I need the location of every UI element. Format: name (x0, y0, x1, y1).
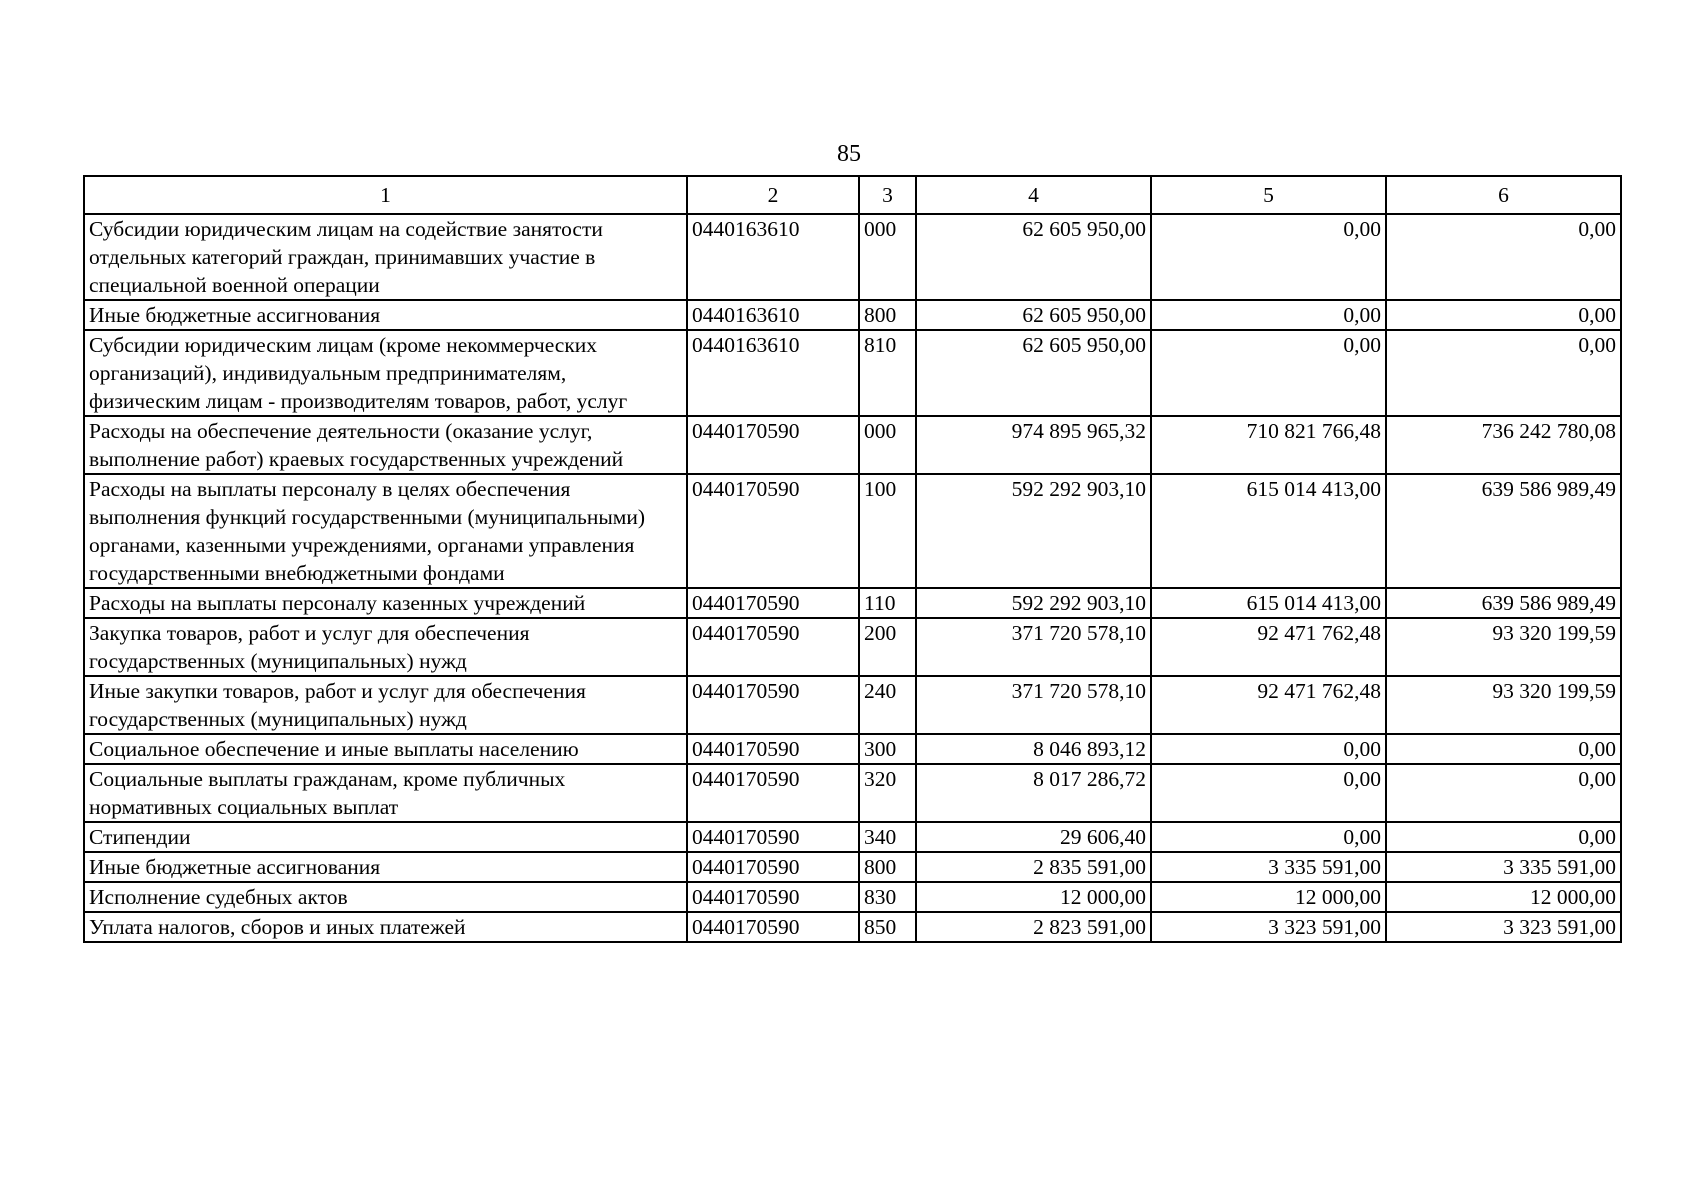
row-amount-year1: 62 605 950,00 (916, 214, 1151, 300)
row-name: Уплата налогов, сборов и иных платежей (84, 912, 687, 942)
row-amount-year2: 615 014 413,00 (1151, 588, 1386, 618)
row-amount-year3: 0,00 (1386, 764, 1621, 822)
row-name: Иные бюджетные ассигнования (84, 300, 687, 330)
header-col-6: 6 (1386, 176, 1621, 214)
row-expense-type-code: 850 (859, 912, 916, 942)
budget-table (83, 175, 1622, 943)
row-target-code: 0440170590 (687, 734, 859, 764)
header-col-3: 3 (859, 176, 916, 214)
row-amount-year1: 12 000,00 (916, 882, 1151, 912)
row-amount-year3: 639 586 989,49 (1386, 588, 1621, 618)
row-name: Социальные выплаты гражданам, кроме публичных нормативных социальных выплат (84, 764, 687, 822)
table-row (84, 852, 1621, 882)
row-amount-year3: 0,00 (1386, 822, 1621, 852)
row-name: Расходы на обеспечение деятельности (оказание услуг, выполнение работ) краевых государственных учреждений (84, 416, 687, 474)
row-amount-year2: 0,00 (1151, 300, 1386, 330)
row-target-code: 0440163610 (687, 214, 859, 300)
row-amount-year2: 0,00 (1151, 214, 1386, 300)
header-col-2: 2 (687, 176, 859, 214)
row-expense-type-code: 830 (859, 882, 916, 912)
row-amount-year1: 62 605 950,00 (916, 300, 1151, 330)
row-target-code: 0440170590 (687, 416, 859, 474)
table-row (84, 764, 1621, 822)
row-expense-type-code: 000 (859, 214, 916, 300)
row-amount-year1: 29 606,40 (916, 822, 1151, 852)
row-amount-year2: 92 471 762,48 (1151, 618, 1386, 676)
row-amount-year3: 639 586 989,49 (1386, 474, 1621, 588)
row-amount-year2: 615 014 413,00 (1151, 474, 1386, 588)
table-row (84, 882, 1621, 912)
row-target-code: 0440170590 (687, 852, 859, 882)
row-amount-year2: 0,00 (1151, 822, 1386, 852)
table-row (84, 676, 1621, 734)
row-expense-type-code: 100 (859, 474, 916, 588)
row-amount-year3: 93 320 199,59 (1386, 676, 1621, 734)
row-name: Расходы на выплаты персоналу казенных учреждений (84, 588, 687, 618)
row-name: Закупка товаров, работ и услуг для обеспечения государственных (муниципальных) нужд (84, 618, 687, 676)
table-row (84, 214, 1621, 300)
row-amount-year2: 3 323 591,00 (1151, 912, 1386, 942)
header-col-4: 4 (916, 176, 1151, 214)
row-amount-year1: 974 895 965,32 (916, 416, 1151, 474)
row-amount-year3: 12 000,00 (1386, 882, 1621, 912)
row-amount-year2: 3 335 591,00 (1151, 852, 1386, 882)
row-expense-type-code: 000 (859, 416, 916, 474)
table-row (84, 734, 1621, 764)
row-expense-type-code: 800 (859, 852, 916, 882)
row-name: Субсидии юридическим лицам (кроме некоммерческих организаций), индивидуальным предпринимателям, физическим лицам - производителям товаров, работ, услуг (84, 330, 687, 416)
row-amount-year2: 0,00 (1151, 330, 1386, 416)
row-target-code: 0440170590 (687, 764, 859, 822)
row-name: Субсидии юридическим лицам на содействие занятости отдельных категорий граждан, принимавших участие в специальной военной операции (84, 214, 687, 300)
table-row (84, 330, 1621, 416)
row-target-code: 0440163610 (687, 300, 859, 330)
table-row (84, 416, 1621, 474)
row-amount-year1: 2 835 591,00 (916, 852, 1151, 882)
row-amount-year1: 8 046 893,12 (916, 734, 1151, 764)
row-expense-type-code: 200 (859, 618, 916, 676)
row-expense-type-code: 240 (859, 676, 916, 734)
table-row (84, 618, 1621, 676)
row-target-code: 0440170590 (687, 588, 859, 618)
row-expense-type-code: 810 (859, 330, 916, 416)
row-target-code: 0440170590 (687, 676, 859, 734)
row-amount-year1: 62 605 950,00 (916, 330, 1151, 416)
row-target-code: 0440170590 (687, 882, 859, 912)
row-target-code: 0440170590 (687, 912, 859, 942)
row-amount-year2: 0,00 (1151, 764, 1386, 822)
table-row (84, 822, 1621, 852)
row-amount-year2: 12 000,00 (1151, 882, 1386, 912)
page-number: 85 (837, 141, 861, 167)
row-amount-year1: 592 292 903,10 (916, 474, 1151, 588)
row-expense-type-code: 110 (859, 588, 916, 618)
row-amount-year3: 0,00 (1386, 330, 1621, 416)
table-row (84, 300, 1621, 330)
row-amount-year3: 3 323 591,00 (1386, 912, 1621, 942)
row-expense-type-code: 320 (859, 764, 916, 822)
row-amount-year3: 3 335 591,00 (1386, 852, 1621, 882)
row-amount-year3: 0,00 (1386, 734, 1621, 764)
row-target-code: 0440170590 (687, 822, 859, 852)
row-name: Расходы на выплаты персоналу в целях обеспечения выполнения функций государственными (муниципальными) органами, казенными учреждениями, органами управления государственными внебюджетными фондами (84, 474, 687, 588)
row-amount-year2: 92 471 762,48 (1151, 676, 1386, 734)
header-row (84, 176, 1621, 214)
row-name: Социальное обеспечение и иные выплаты населению (84, 734, 687, 764)
row-amount-year2: 0,00 (1151, 734, 1386, 764)
row-expense-type-code: 300 (859, 734, 916, 764)
row-target-code: 0440163610 (687, 330, 859, 416)
row-amount-year3: 93 320 199,59 (1386, 618, 1621, 676)
header-col-1: 1 (84, 176, 687, 214)
row-amount-year1: 592 292 903,10 (916, 588, 1151, 618)
row-name: Иные закупки товаров, работ и услуг для обеспечения государственных (муниципальных) нужд (84, 676, 687, 734)
row-amount-year3: 0,00 (1386, 214, 1621, 300)
row-amount-year3: 0,00 (1386, 300, 1621, 330)
row-name: Иные бюджетные ассигнования (84, 852, 687, 882)
row-target-code: 0440170590 (687, 618, 859, 676)
table-row (84, 912, 1621, 942)
row-amount-year1: 371 720 578,10 (916, 618, 1151, 676)
row-amount-year1: 2 823 591,00 (916, 912, 1151, 942)
header-col-5: 5 (1151, 176, 1386, 214)
row-amount-year1: 371 720 578,10 (916, 676, 1151, 734)
row-expense-type-code: 800 (859, 300, 916, 330)
row-target-code: 0440170590 (687, 474, 859, 588)
row-amount-year3: 736 242 780,08 (1386, 416, 1621, 474)
row-amount-year1: 8 017 286,72 (916, 764, 1151, 822)
row-amount-year2: 710 821 766,48 (1151, 416, 1386, 474)
row-name: Исполнение судебных актов (84, 882, 687, 912)
row-name: Стипендии (84, 822, 687, 852)
table-row (84, 474, 1621, 588)
table-row (84, 588, 1621, 618)
row-expense-type-code: 340 (859, 822, 916, 852)
